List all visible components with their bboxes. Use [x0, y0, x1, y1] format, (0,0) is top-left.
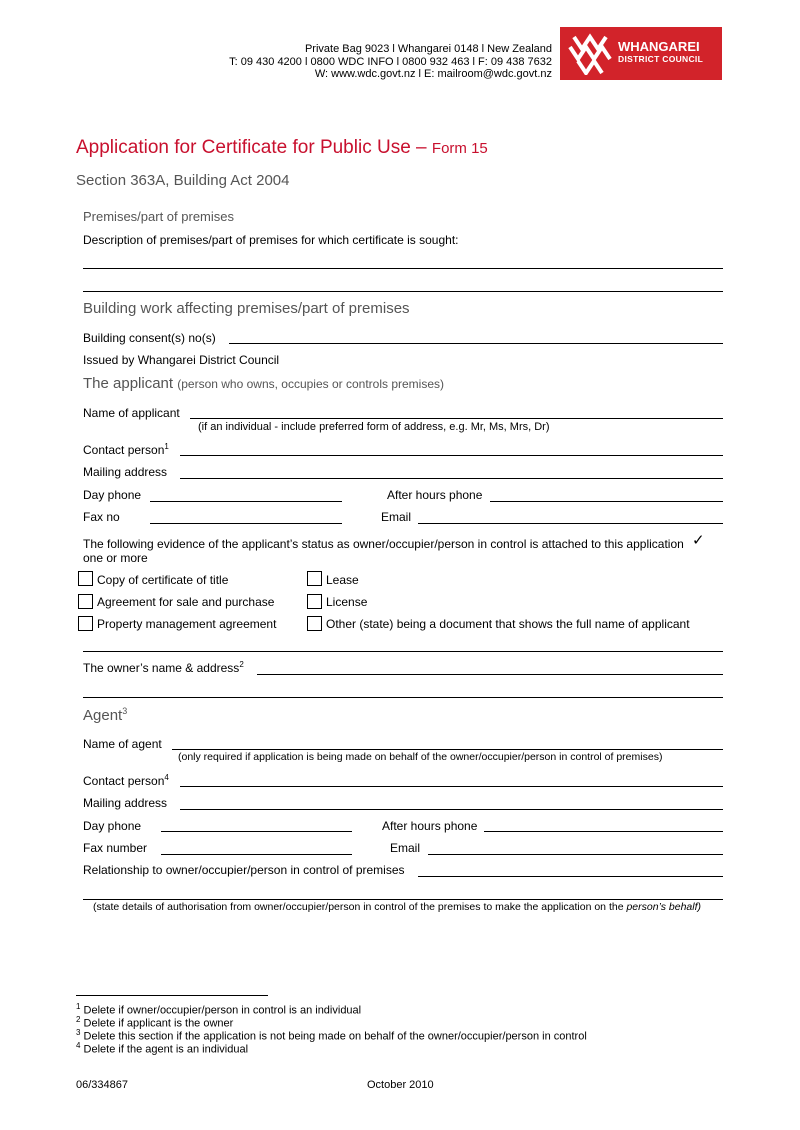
authorisation-note-italic: person’s behalf): [626, 901, 701, 913]
checkbox-label: Agreement for sale and purchase: [97, 595, 275, 609]
applicant-heading-note: (person who owns, occupies or controls premises): [177, 377, 445, 391]
footnote-separator: [76, 995, 268, 996]
applicant-contact-label-text: Contact person: [83, 443, 165, 457]
relationship-label: Relationship to owner/occupier/person in control of premises: [83, 863, 405, 877]
applicant-name-field[interactable]: [190, 418, 723, 419]
checkbox-label: Other (state) being a document that shows the full name of applicant: [326, 617, 690, 631]
consent-label: Building consent(s) no(s): [83, 331, 216, 345]
applicant-email-label: Email: [381, 510, 412, 524]
authorisation-note: [93, 901, 701, 913]
footnote-number: 1: [76, 1002, 81, 1011]
form-number: Form 15: [431, 140, 488, 157]
document-date: October 2010: [367, 1079, 434, 1091]
applicant-after-hours-label: After hours phone: [387, 488, 483, 502]
agent-after-hours-label: After hours phone: [382, 819, 478, 833]
relationship-field[interactable]: [418, 876, 723, 877]
agent-fax-label: Fax number: [83, 841, 148, 855]
council-contact-block: [229, 43, 552, 81]
consent-number-field[interactable]: [229, 343, 723, 344]
form-title-dash: –: [416, 137, 427, 158]
logo-subtitle: DISTRICT COUNCIL: [618, 54, 704, 64]
footnote-4: [76, 1041, 248, 1056]
agent-contact-label-text: Contact person: [83, 774, 165, 788]
applicant-email-field[interactable]: [418, 523, 723, 524]
applicant-day-phone-field[interactable]: [150, 501, 342, 502]
owner-address-line[interactable]: [83, 697, 723, 698]
footnote-number: 3: [76, 1028, 81, 1037]
applicant-contact-field[interactable]: [180, 455, 723, 456]
footnote-ref: 3: [122, 706, 128, 716]
applicant-mailing-field[interactable]: [180, 478, 723, 479]
logo-mark-icon: [568, 33, 614, 75]
document-reference: 06/334867: [76, 1079, 128, 1091]
building-work-heading: Building work affecting premises/part of premises: [83, 300, 410, 317]
footnote-text: Delete this section if the application is not being made on behalf of the owner/occupier/person in control: [83, 1030, 587, 1043]
footnote-text: Delete if applicant is the owner: [83, 1017, 234, 1030]
checkbox-sale-agreement[interactable]: [78, 594, 93, 609]
applicant-fax-label: Fax no: [83, 510, 120, 524]
agent-contact-field[interactable]: [180, 786, 723, 787]
applicant-day-phone-label: Day phone: [83, 488, 142, 502]
agent-mailing-label: Mailing address: [83, 796, 168, 810]
issued-by-text: Issued by Whangarei District Council: [83, 353, 280, 367]
checkbox-label: Property management agreement: [97, 617, 277, 631]
council-logo: [560, 27, 722, 80]
applicant-name-note: (if an individual - include preferred form of address, e.g. Mr, Ms, Mrs, Dr): [198, 421, 550, 433]
footnote-ref: 2: [239, 660, 244, 669]
applicant-mailing-label: Mailing address: [83, 465, 168, 479]
footnote-text: Delete if the agent is an individual: [83, 1043, 249, 1056]
address-line: Private Bag 9023 l Whangarei 0148 l New Zealand: [304, 43, 552, 55]
form-subtitle: Section 363A, Building Act 2004: [76, 172, 290, 189]
checkbox-title-certificate[interactable]: [78, 571, 93, 586]
owner-label-text: The owner’s name & address: [83, 661, 240, 675]
evidence-text-2: one or more: [83, 551, 148, 565]
agent-name-note: (only required if application is being made on behalf of the owner/occupier/person in control of premises): [178, 751, 663, 763]
agent-email-label: Email: [390, 841, 421, 855]
checkbox-license[interactable]: [307, 594, 322, 609]
web-email-line: W: www.wdc.govt.nz l E: mailroom@wdc.govt.nz: [314, 68, 552, 80]
agent-day-phone-field[interactable]: [161, 831, 352, 832]
owner-name-field[interactable]: [257, 674, 723, 675]
footnote-number: 4: [76, 1041, 81, 1050]
applicant-name-label: Name of applicant: [83, 406, 180, 420]
applicant-fax-field[interactable]: [150, 523, 342, 524]
footnote-ref: 4: [164, 773, 169, 782]
checkbox-label: Copy of certificate of title: [97, 573, 229, 587]
footnote-text: Delete if owner/occupier/person in control is an individual: [83, 1004, 362, 1017]
footnote-number: 2: [76, 1015, 81, 1024]
agent-day-phone-label: Day phone: [83, 819, 142, 833]
applicant-heading-text: The applicant: [83, 375, 174, 392]
form-title-text: Application for Certificate for Public Use: [76, 137, 411, 158]
agent-heading-text: Agent: [83, 707, 123, 724]
agent-name-label: Name of agent: [83, 737, 162, 751]
checkbox-lease[interactable]: [307, 571, 322, 586]
applicant-after-hours-field[interactable]: [490, 501, 723, 502]
footnote-ref: 1: [164, 442, 169, 451]
checkmark-icon: ✓: [692, 532, 705, 549]
agent-contact-label: [83, 773, 169, 788]
checkbox-label: License: [326, 595, 368, 609]
premises-heading: Premises/part of premises: [83, 209, 234, 224]
agent-name-field[interactable]: [172, 749, 723, 750]
checkbox-label: Lease: [326, 573, 359, 587]
agent-heading: [83, 706, 127, 724]
logo-text: [618, 40, 703, 66]
checkbox-other[interactable]: [307, 616, 322, 631]
other-document-line[interactable]: [83, 651, 723, 652]
owner-label: [83, 660, 244, 675]
evidence-text: The following evidence of the applicant’s status as owner/occupier/person in control is attached to this application: [83, 537, 684, 551]
logo-name: WHANGAREI: [618, 39, 700, 54]
agent-fax-field[interactable]: [161, 854, 352, 855]
agent-email-field[interactable]: [428, 854, 723, 855]
applicant-contact-label: [83, 442, 169, 457]
form-title: [76, 137, 488, 159]
agent-mailing-field[interactable]: [180, 809, 723, 810]
premises-description-label: Description of premises/part of premises for which certificate is sought:: [83, 233, 459, 247]
checkbox-property-management[interactable]: [78, 616, 93, 631]
agent-after-hours-field[interactable]: [484, 831, 723, 832]
applicant-heading: [83, 375, 444, 392]
premises-description-line-2[interactable]: [83, 291, 723, 292]
authorisation-line[interactable]: [83, 899, 723, 900]
authorisation-note-text: (state details of authorisation from owner/occupier/person in control of the premises to make the application on the: [93, 901, 624, 913]
phone-line: T: 09 430 4200 l 0800 WDC INFO l 0800 932 463 l F: 09 438 7632: [229, 55, 552, 68]
premises-description-line-1[interactable]: [83, 268, 723, 269]
